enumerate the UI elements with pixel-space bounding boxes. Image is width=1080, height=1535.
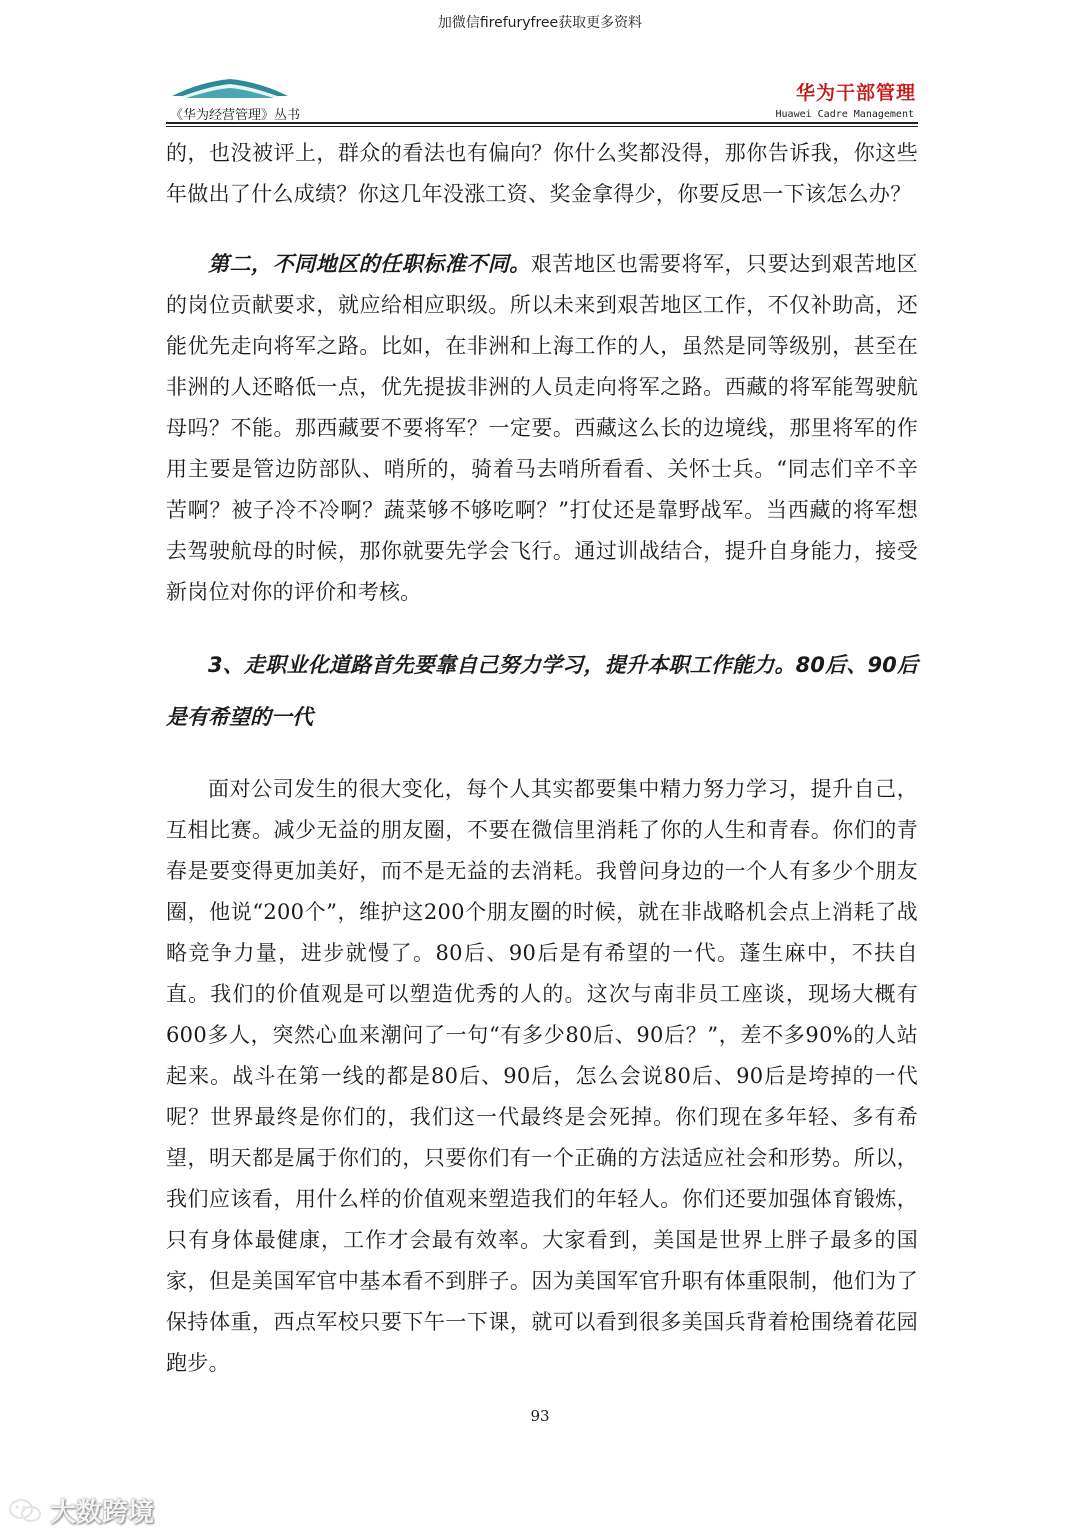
header-divider-thin xyxy=(166,126,918,127)
paragraph-3: 面对公司发生的很大变化，每个人其实都要集中精力努力学习，提升自己，互相比赛。减少无益的朋友圈，不要在微信里消耗了你的人生和青春。你们的青春是要变得更加美好，而不是无益的去消耗。我曾问身边的一个人有多少个朋友圈，他说“200个”，维护这200个朋友圈的时候，就在非战略机会点上消耗了战略竞争力量，进步就慢了。80后、90后是有希望的一代。蓬生麻中，不扶自直。我们的价值观是可以塑造优秀的人的。这次与南非员工座谈，现场大概有600多人，突然心血来潮问了一句“有多少80后、90后？”，差不多90%的人站起来。战斗在第一线的都是80后、90后，怎么会说80后、90后是垮掉的一代呢？世界最终是你们的，我们这一代最终是会死掉。你们现在多年轻、多有希望，明天都是属于你们的，只要你们有一个正确的方法适应社会和形势。所以，我们应该看，用什么样的价值观来塑造我们的年轻人。你们还要加强体育锻炼，只有身体最健康，工作才会最有效率。大家看到，美国是世界上胖子最多的国家，但是美国军官中基本看不到胖子。因为美国军官升职有体重限制，他们为了保持体重，西点军校只要下午一下课，就可以看到很多美国兵背着枪围绕着花园跑步。 xyxy=(166,777,918,1375)
section-heading: 3、走职业化道路首先要靠自己努力学习，提升本职工作能力。80后、90后是有希望的一代 xyxy=(166,653,918,729)
paragraph-2-lead: 第二，不同地区的任职标准不同。 xyxy=(208,252,531,276)
paragraph-1: 的，也没被评上，群众的看法也有偏向？你什么奖都没得，那你告诉我，你这些年做出了什么成绩？你这几年没涨工资、奖金拿得少，你要反思一下该怎么办？ xyxy=(166,141,918,206)
page-body xyxy=(166,133,918,1384)
page-number: 93 xyxy=(530,1407,550,1425)
header-divider xyxy=(166,122,918,124)
top-note: 加微信firefuryfree获取更多资料 xyxy=(437,15,643,31)
watermark-text: 大数跨境 xyxy=(50,1498,155,1528)
brand-subtitle: Huawei Cadre Management xyxy=(775,109,914,120)
paragraph-2-text: 艰苦地区也需要将军，只要达到艰苦地区的岗位贡献要求，就应给相应职级。所以未来到艰苦地区工作，不仅补助高，还能优先走向将军之路。比如，在非洲和上海工作的人，虽然是同等级别，甚至在非洲的人还略低一点，优先提拔非洲的人员走向将军之路。西藏的将军能驾驶航母吗？不能。那西藏要不要将军？一定要。西藏这么长的边境线，那里将军的作用主要是管边防部队、哨所的，骑着马去哨所看看、关怀士兵。“同志们辛不辛苦啊？被子冷不冷啊？蔬菜够不够吃啊？”打仗还是靠野战军。当西藏的将军想去驾驶航母的时候，那你就要先学会飞行。通过训战结合，提升自身能力，接受新岗位对你的评价和考核。 xyxy=(166,252,918,604)
series-logo-icon xyxy=(170,76,290,100)
watermark xyxy=(8,1492,154,1529)
brand-title: 华为干部管理 xyxy=(795,82,916,104)
wechat-logo-icon xyxy=(8,1497,42,1525)
series-title: 《华为经营管理》丛书 xyxy=(170,108,301,123)
paragraph-2 xyxy=(166,244,918,613)
